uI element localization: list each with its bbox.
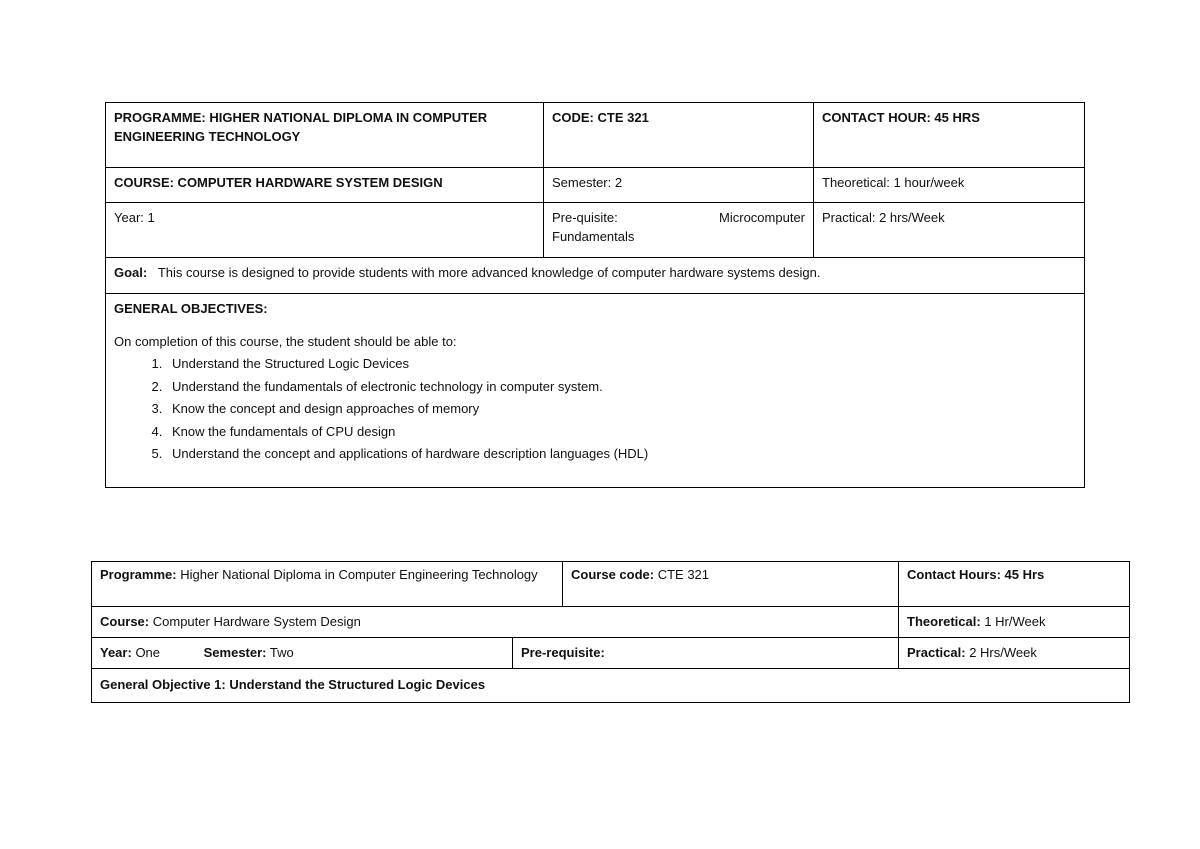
semester-text: Semester: 2	[552, 175, 623, 190]
year-value: One	[135, 645, 161, 660]
objective-item: 2. Understand the fundamentals of electronic technology in computer system.	[166, 376, 1076, 399]
course-detail-table	[91, 561, 1130, 703]
objectives-list	[114, 353, 1076, 466]
programme-text: PROGRAMME: HIGHER NATIONAL DIPLOMA IN COMPUTER ENGINEERING TECHNOLOGY	[114, 110, 488, 144]
year-cell	[106, 203, 544, 258]
year-text: Year: 1	[114, 210, 155, 225]
course-text: COURSE: COMPUTER HARDWARE SYSTEM DESIGN	[114, 175, 443, 190]
year-label: Year:	[100, 645, 132, 660]
objective-item: 1. Understand the Structured Logic Devices	[166, 353, 1076, 376]
general-objectives-cell	[106, 294, 1085, 488]
course-cell	[106, 168, 544, 203]
course-code-value: CTE 321	[657, 567, 710, 582]
practical-cell	[814, 203, 1085, 258]
contact-hour-text: CONTACT HOUR: 45 HRS	[822, 110, 980, 125]
prerequisite-value-line1: Microcomputer	[719, 210, 805, 225]
course-value: Computer Hardware System Design	[152, 614, 361, 629]
theoretical-value: 1 Hr/Week	[984, 614, 1046, 629]
prerequisite-label: Pre-quisite:	[552, 210, 618, 225]
prerequisite-label-2: Pre-requisite:	[521, 645, 605, 660]
programme-cell-2	[92, 562, 563, 607]
goal-cell	[106, 258, 1085, 294]
course-code-cell	[563, 562, 899, 607]
practical-cell-2	[899, 638, 1130, 669]
programme-label: Programme:	[100, 567, 177, 582]
contact-hour-cell	[814, 103, 1085, 168]
course-summary-table	[105, 102, 1085, 488]
objective-item: 5. Understand the concept and applications of hardware description languages (HDL)	[166, 443, 1076, 466]
goal-label: Goal:	[114, 265, 148, 280]
year-semester-cell	[92, 638, 513, 669]
practical-label: Practical:	[907, 645, 966, 660]
objective-item: 4. Know the fundamentals of CPU design	[166, 421, 1076, 444]
code-text: CODE: CTE 321	[552, 110, 649, 125]
programme-cell	[106, 103, 544, 168]
objectives-intro: On completion of this course, the student should be able to:	[114, 334, 457, 349]
prerequisite-cell	[544, 203, 814, 258]
practical-value: 2 Hrs/Week	[969, 645, 1037, 660]
practical-text: Practical: 2 hrs/Week	[822, 210, 945, 225]
course-code-label: Course code:	[571, 567, 655, 582]
contact-hours-text: Contact Hours: 45 Hrs	[907, 567, 1045, 582]
theoretical-label: Theoretical:	[907, 614, 981, 629]
goal-text: This course is designed to provide students with more advanced knowledge of computer hardware systems design.	[157, 265, 821, 280]
semester-value: Two	[269, 645, 294, 660]
theoretical-text: Theoretical: 1 hour/week	[822, 175, 965, 190]
general-objective-cell	[92, 669, 1130, 703]
course-cell-2	[92, 607, 899, 638]
course-label: Course:	[100, 614, 150, 629]
semester-label: Semester:	[203, 645, 267, 660]
objective-item: 3. Know the concept and design approaches of memory	[166, 398, 1076, 421]
theoretical-cell	[814, 168, 1085, 203]
prerequisite-value-line2: Fundamentals	[552, 229, 635, 244]
general-objectives-heading: GENERAL OBJECTIVES:	[114, 301, 268, 316]
programme-value: Higher National Diploma in Computer Engineering Technology	[180, 567, 538, 582]
contact-hours-cell	[899, 562, 1130, 607]
semester-cell	[544, 168, 814, 203]
general-objective-text: General Objective 1: Understand the Structured Logic Devices	[100, 677, 486, 692]
code-cell	[544, 103, 814, 168]
theoretical-cell-2	[899, 607, 1130, 638]
prerequisite-cell-2	[513, 638, 899, 669]
